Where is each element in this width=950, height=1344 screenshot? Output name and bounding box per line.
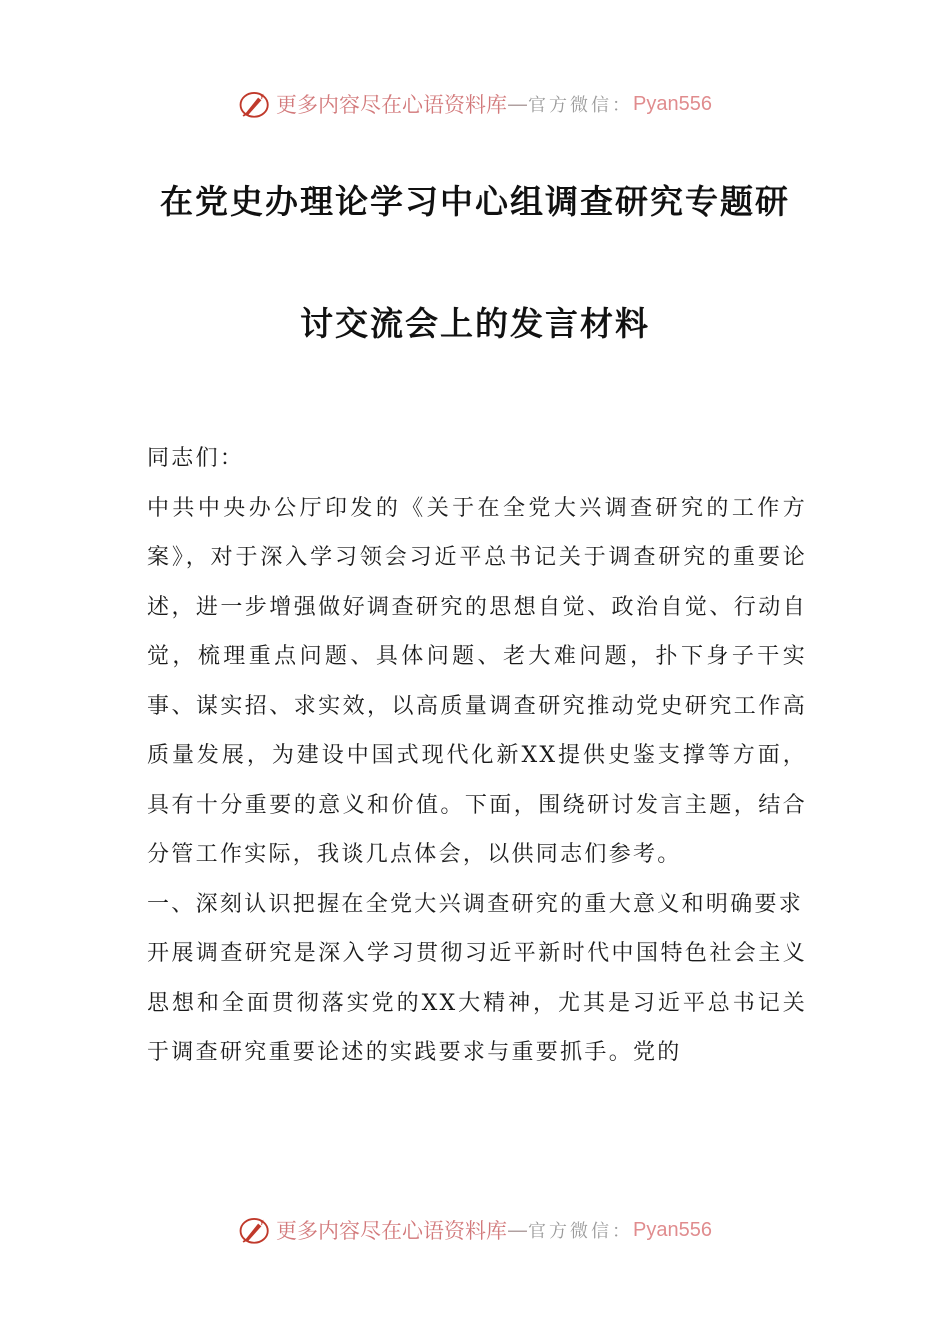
- footer-watermark: [0, 1210, 950, 1250]
- pen-nib-logo-icon: [238, 87, 272, 121]
- watermark-main-text: 更多内容尽在心语资料库: [276, 1219, 508, 1243]
- body-paragraph: 中共中央办公厅印发的《关于在全党大兴调查研究的工作方案》，对于深入学习领会习近平总书记关于调查研究的重要论述，进一步增强做好调查研究的思想自觉、政治自觉、行动自觉，梳理重点问题、具体问题、老大难问题，扑下身子干实事、谋实招、求实效，以高质量调查研究推动党史研究工作高质量发展，为建设中国式现代化新XX提供史鉴支撑等方面，具有十分重要的意义和价值。下面，围绕研讨发言主题，结合分管工作实际，我谈几点体会，以供同志们参考。: [147, 495, 807, 867]
- watermark-wechat-id: Pyan556: [633, 92, 712, 115]
- document-title-line-1: 在党史办理论学习中心组调查研究专题研: [160, 182, 790, 221]
- pen-nib-logo-icon: [238, 1213, 272, 1247]
- header-watermark: [0, 84, 950, 124]
- watermark-dash: —: [507, 1218, 529, 1242]
- watermark-main-text: 更多内容尽在心语资料库: [276, 93, 508, 117]
- watermark-label: 官方微信：: [528, 95, 634, 116]
- watermark-label: 官方微信：: [528, 1221, 634, 1242]
- salutation: 同志们：: [147, 446, 245, 471]
- document-title-line-2: 讨交流会上的发言材料: [300, 304, 650, 343]
- body-paragraph: 开展调查研究是深入学习贯彻习近平新时代中国特色社会主义思想和全面贯彻落实党的XX大精神，尤其是习近平总书记关于调查研究重要论述的实践要求与重要抓手。党的: [147, 941, 807, 1065]
- document-body: [147, 434, 807, 1078]
- section-heading: 一、深刻认识把握在全党大兴调查研究的重大意义和明确要求: [147, 891, 804, 917]
- watermark-dash: —: [507, 92, 529, 116]
- watermark-wechat-id: Pyan556: [633, 1218, 712, 1241]
